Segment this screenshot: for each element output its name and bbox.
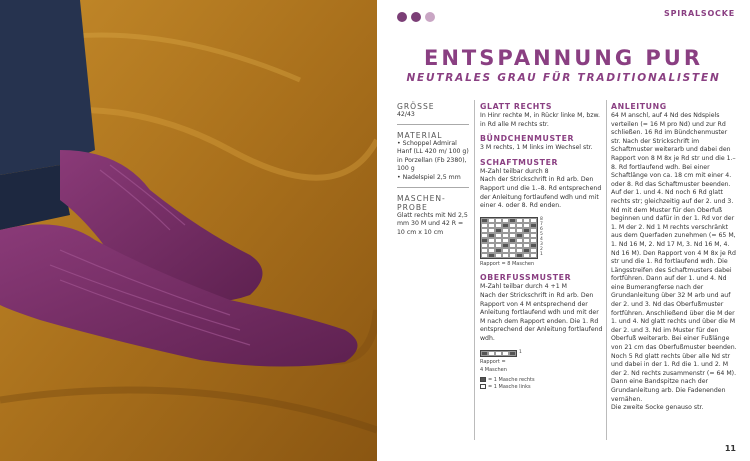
chart-row-number: 1: [540, 251, 543, 257]
difficulty-dot-filled: [397, 12, 407, 22]
leg-pattern-heading: SCHAFTMUSTER: [480, 157, 559, 167]
difficulty-dots: [397, 12, 435, 22]
chart-cell: [509, 253, 516, 258]
chart-row-number: 5: [540, 231, 543, 237]
chart-row-number: 2: [540, 246, 543, 252]
column-divider: [606, 100, 607, 440]
chart-row-number: 4: [540, 236, 543, 242]
chart-cell: [488, 253, 495, 258]
difficulty-dot-light: [425, 12, 435, 22]
column-divider: [474, 100, 475, 440]
page-title: ENTSPANNUNG PUR: [423, 46, 704, 70]
chart-row-number: 3: [540, 241, 543, 247]
difficulty-dot-filled: [411, 12, 421, 22]
stockinette-text: In Hinr rechte M, in Rückr linke M, bzw. in Rd alle M rechts str.: [480, 112, 600, 128]
chart-cell: [516, 253, 523, 258]
chart-row-number: 6: [540, 226, 543, 232]
size-value: 42/43: [397, 111, 415, 118]
stockinette-heading: GLATT RECHTS: [480, 102, 553, 111]
chart-cell: [523, 253, 530, 258]
chart-row-number: 8: [540, 216, 543, 222]
gauge-value: Glatt rechts mit Nd 2,5 mm 30 M und 42 R = 10 cm x 10 cm: [397, 211, 468, 236]
ribbing-heading: BÜNDCHENMUSTER: [480, 134, 575, 144]
gauge-label: MASCHEN- PROBE: [397, 193, 446, 212]
chart-row-numbers: [540, 217, 543, 257]
chart-row-number: 7: [540, 221, 543, 227]
page-subtitle: NEUTRALES GRAU FÜR TRADITIONALISTEN: [406, 72, 721, 84]
chart-cell: [495, 253, 502, 258]
chart-cell: [481, 253, 488, 258]
materials-column: [397, 102, 469, 237]
chart-cell: [495, 351, 502, 356]
chart-legend: [480, 377, 604, 391]
instructions-heading: ANLEITUNG: [611, 102, 667, 111]
section-tag: SPIRALSOCKE: [664, 9, 735, 18]
material-item: • Schoppel Admiral Hanf (LL 420 m/ 100 g) in Porzellan (Fb 2380), 100 g: [397, 140, 469, 174]
size-label: GRÖSSE: [397, 102, 435, 111]
material-label: MATERIAL: [397, 130, 443, 140]
chart-cell: [530, 253, 537, 258]
chart-grid: [480, 217, 538, 259]
chart-grid: [480, 350, 517, 357]
chart-cell: [488, 351, 495, 356]
material-list: [397, 140, 469, 183]
chart-caption: Rapport = 4 Maschen: [480, 358, 507, 374]
legend-knit: = 1 Masche rechts: [480, 377, 604, 384]
instructions-column: [611, 102, 737, 413]
material-item: • Nadelspiel 2,5 mm: [397, 174, 469, 183]
instep-pattern-heading: OBERFUSSMUSTER: [480, 273, 572, 283]
chart-cell: [509, 351, 516, 356]
ribbing-text: 3 M rechts, 1 M links im Wechsel str.: [480, 144, 593, 152]
instructions-text: 64 M anschl, auf 4 Nd des Ndspiels verteilen (= 16 M pro Nd) und zur Rd schließen. 16 Rd im Bündchenmuster str. Nach der Strickschrift im Schaftmuster weiterarb und dabei den Rapport von 8 M 8x je Rd str und die 1.–8. Rd fortlaufend wdh. Bei einer Schaftlänge von ca. 18 cm mit einer 4. oder 8. Rd das Schaftmuster beenden. Auf der 1. und 4. Nd noch 6 Rd glatt rechts str; gleichzeitig auf der 2. und 3. Nd mit dem Muster für den Oberfuß beginnen und dafür in der 1. Rd vor der 1. M der 2. Nd 1 M rechts verschränkt aus dem Querfaden zunehmen (= 65 M, 1. Nd 16 M, 2. Nd 17 M, 3. Nd 16 M, 4. Nd 16 M). Den Rapport von 4 M 8x je Rd str und die 1. Rd fortlaufend wdh. Die Längsstreifen des Schaftmusters dabei fortführen. Dann auf der 1. und 4. Nd eine Bumerangferse nach der Grundanleitung über 32 M arb und auf der 2. und 3. Nd das Oberfußmuster fortführen. Anschließend über die M der 1. und 4. Nd glatt rechts und über die M der 2. und 3. Nd im Muster für den Oberfuß weiterarb. Bei einer Fußlänge von 21 cm das Oberfußmuster beenden. Noch 5 Rd glatt rechts über alle Nd str und dabei in der 1. Rd die 1. und 2. M der 2. Nd rechts zusammenstr (= 64 M). Dann eine Bandspitze nach der Grundanleitung arb. Die Fadenenden vernähen. Die zweite Socke genauso str.: [611, 112, 737, 412]
chart-cell: [502, 253, 509, 258]
instep-pattern-text: M-Zahl teilbar durch 4 +1 M Nach der Strickschrift in Rd arb. Den Rapport von 4 M entsprechend der Anleitung fortlaufend wdh und mit der M nach dem Rapport enden. Die 1. Rd entsprechend der Anleitung fortlaufend wdh.: [480, 283, 603, 342]
chart-cell: [502, 351, 509, 356]
page-header: [377, 0, 750, 34]
legend-purl: = 1 Masche links: [480, 384, 604, 391]
instep-pattern-chart: [480, 350, 604, 375]
chart-cell: [481, 351, 488, 356]
page-number: 11: [724, 444, 736, 453]
stitch-patterns-column: [480, 102, 604, 391]
chart-row-number: 1: [519, 349, 522, 355]
leg-pattern-chart: [480, 217, 604, 269]
pattern-page: [377, 0, 750, 461]
chart-caption: Rapport = 8 Maschen: [480, 260, 535, 267]
leg-pattern-text: M-Zahl teilbar durch 8 Nach der Strickschrift in Rd arb. Den Rapport und die 1.–8. Rd entsprechend der Anleitung fortlaufend wdh und mit einer 4. oder 8. Rd enden.: [480, 167, 602, 210]
